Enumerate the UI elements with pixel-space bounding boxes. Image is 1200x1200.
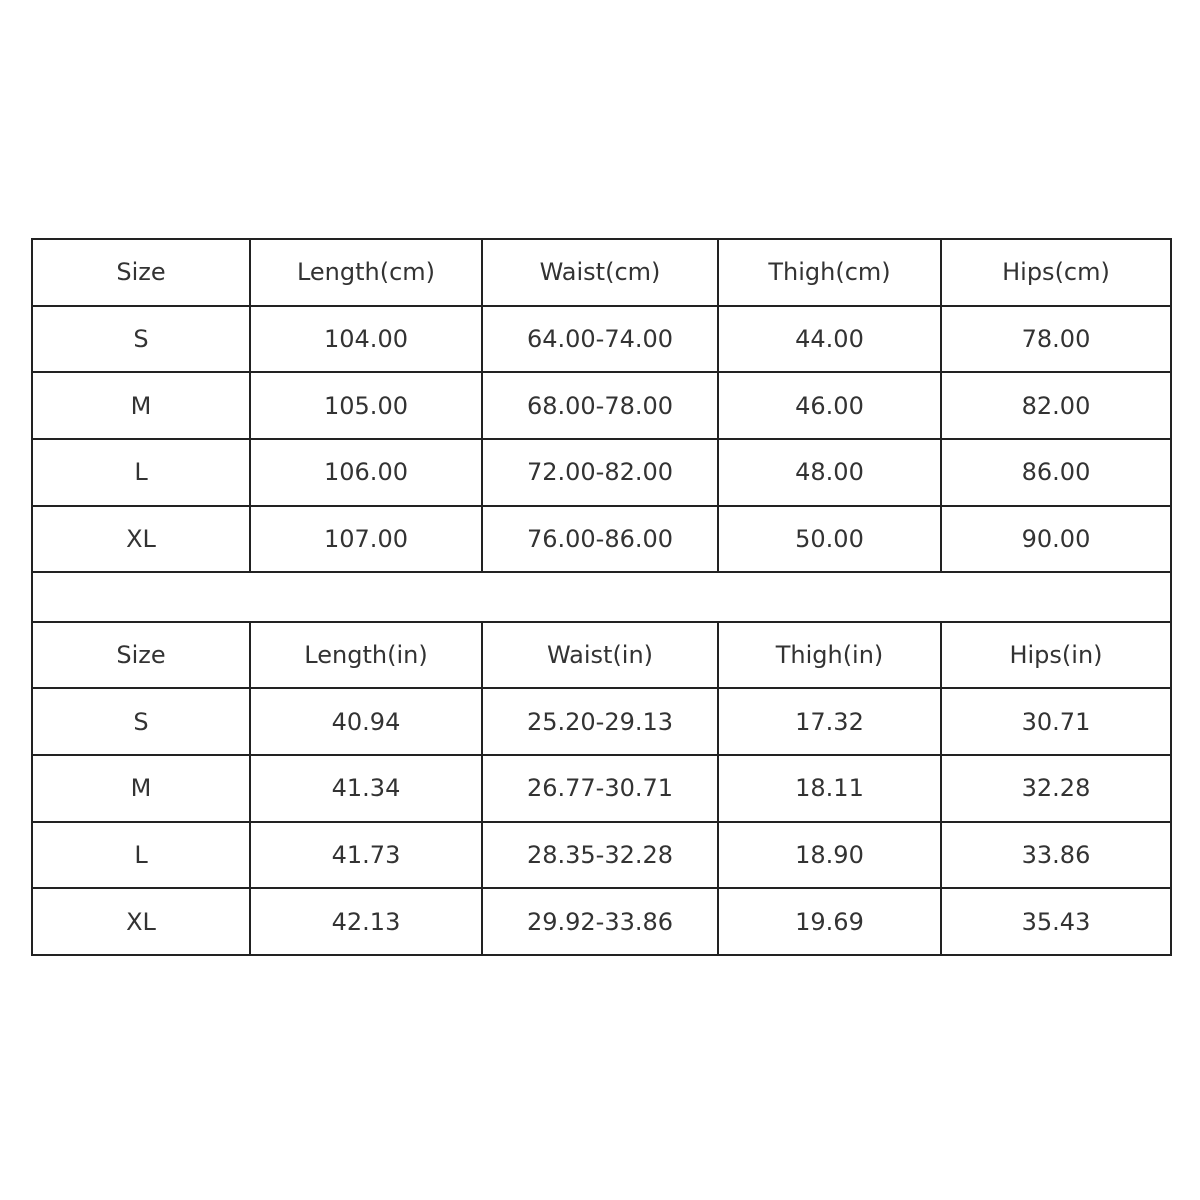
header-cell: Waist(cm) — [482, 239, 718, 306]
header-cell: Length(in) — [250, 622, 482, 689]
table-row — [32, 688, 1171, 755]
header-cell: Hips(in) — [941, 622, 1171, 689]
table-cell: 68.00-78.00 — [482, 372, 718, 439]
table-cell: 35.43 — [941, 888, 1171, 955]
spacer-cell — [32, 572, 1171, 621]
table-row — [32, 439, 1171, 506]
table-row — [32, 306, 1171, 373]
table-cell: 30.71 — [941, 688, 1171, 755]
table-row — [32, 888, 1171, 955]
header-cell: Waist(in) — [482, 622, 718, 689]
header-cell: Size — [32, 622, 250, 689]
table-cell: 78.00 — [941, 306, 1171, 373]
table-cell: 18.11 — [718, 755, 941, 822]
table-cell: 107.00 — [250, 506, 482, 573]
table-cell: 86.00 — [941, 439, 1171, 506]
table-cell: 41.34 — [250, 755, 482, 822]
size-cell: L — [32, 439, 250, 506]
header-cell: Length(cm) — [250, 239, 482, 306]
table-cell: 76.00-86.00 — [482, 506, 718, 573]
size-cell: XL — [32, 506, 250, 573]
header-cell: Size — [32, 239, 250, 306]
table-cell: 64.00-74.00 — [482, 306, 718, 373]
table-cell: 28.35-32.28 — [482, 822, 718, 889]
table-cell: 19.69 — [718, 888, 941, 955]
table-cell: 48.00 — [718, 439, 941, 506]
table-cell: 44.00 — [718, 306, 941, 373]
table-cell: 26.77-30.71 — [482, 755, 718, 822]
table-row — [32, 755, 1171, 822]
table-row — [32, 822, 1171, 889]
size-cell: S — [32, 306, 250, 373]
size-chart-table — [31, 238, 1172, 956]
table-cell: 18.90 — [718, 822, 941, 889]
table-cell: 41.73 — [250, 822, 482, 889]
table-cell: 17.32 — [718, 688, 941, 755]
table-cell: 82.00 — [941, 372, 1171, 439]
in-header-row — [32, 622, 1171, 689]
table-cell: 33.86 — [941, 822, 1171, 889]
table-cell: 90.00 — [941, 506, 1171, 573]
header-cell: Thigh(in) — [718, 622, 941, 689]
table-cell: 106.00 — [250, 439, 482, 506]
size-cell: XL — [32, 888, 250, 955]
table-row — [32, 506, 1171, 573]
table-cell: 42.13 — [250, 888, 482, 955]
table-cell: 40.94 — [250, 688, 482, 755]
table-cell: 72.00-82.00 — [482, 439, 718, 506]
spacer-row — [32, 572, 1171, 621]
size-cell: L — [32, 822, 250, 889]
table-cell: 25.20-29.13 — [482, 688, 718, 755]
table-cell: 29.92-33.86 — [482, 888, 718, 955]
table-cell: 104.00 — [250, 306, 482, 373]
size-cell: S — [32, 688, 250, 755]
cm-header-row — [32, 239, 1171, 306]
table-cell: 32.28 — [941, 755, 1171, 822]
header-cell: Hips(cm) — [941, 239, 1171, 306]
table-cell: 46.00 — [718, 372, 941, 439]
table-cell: 105.00 — [250, 372, 482, 439]
size-cell: M — [32, 755, 250, 822]
table-cell: 50.00 — [718, 506, 941, 573]
header-cell: Thigh(cm) — [718, 239, 941, 306]
table-row — [32, 372, 1171, 439]
size-cell: M — [32, 372, 250, 439]
